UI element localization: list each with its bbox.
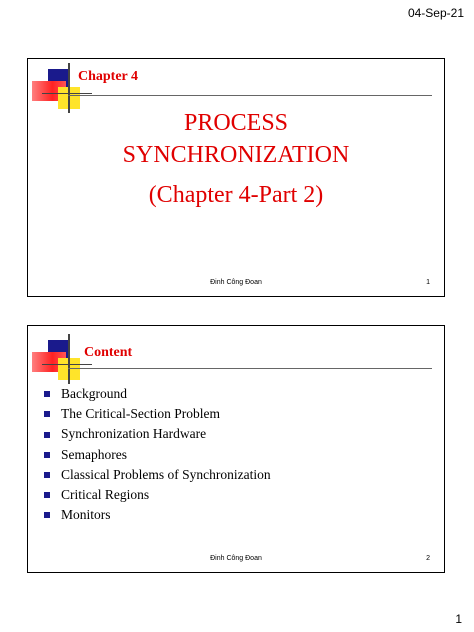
slide-subtitle: (Chapter 4-Part 2) bbox=[148, 182, 324, 208]
list-item: Background bbox=[44, 384, 271, 404]
page-date: 04-Sep-21 bbox=[407, 6, 464, 20]
list-item: Monitors bbox=[44, 505, 271, 525]
slide-2 bbox=[27, 325, 445, 573]
header-rule bbox=[68, 95, 432, 96]
slide-title bbox=[28, 107, 444, 211]
bullet-square-icon bbox=[44, 452, 50, 458]
slide-footer bbox=[28, 553, 444, 567]
bullet-square-icon bbox=[44, 492, 50, 498]
chapter-label: Chapter 4 bbox=[78, 69, 139, 84]
list-item: Semaphores bbox=[44, 445, 271, 465]
footer-slide-number: 2 bbox=[426, 555, 430, 562]
page-number: 1 bbox=[455, 612, 462, 626]
title-line-1: PROCESS bbox=[183, 110, 289, 136]
content-list bbox=[44, 384, 271, 525]
bullet-square-icon bbox=[44, 391, 50, 397]
footer-slide-number: 1 bbox=[426, 279, 430, 286]
bullet-square-icon bbox=[44, 472, 50, 478]
footer-author: Đinh Công Đoan bbox=[210, 279, 262, 286]
list-item: The Critical-Section Problem bbox=[44, 404, 271, 424]
bullet-square-icon bbox=[44, 432, 50, 438]
header-rule bbox=[68, 368, 432, 369]
bullet-square-icon bbox=[44, 512, 50, 518]
title-line-2: SYNCHRONIZATION bbox=[122, 142, 350, 168]
slide-1 bbox=[27, 58, 445, 297]
bullet-square-icon bbox=[44, 411, 50, 417]
footer-author: Đinh Công Đoan bbox=[210, 555, 262, 562]
slide-footer bbox=[28, 277, 444, 291]
list-item: Synchronization Hardware bbox=[44, 424, 271, 444]
list-item: Critical Regions bbox=[44, 485, 271, 505]
list-item: Classical Problems of Synchronization bbox=[44, 465, 271, 485]
content-heading: Content bbox=[84, 345, 133, 360]
